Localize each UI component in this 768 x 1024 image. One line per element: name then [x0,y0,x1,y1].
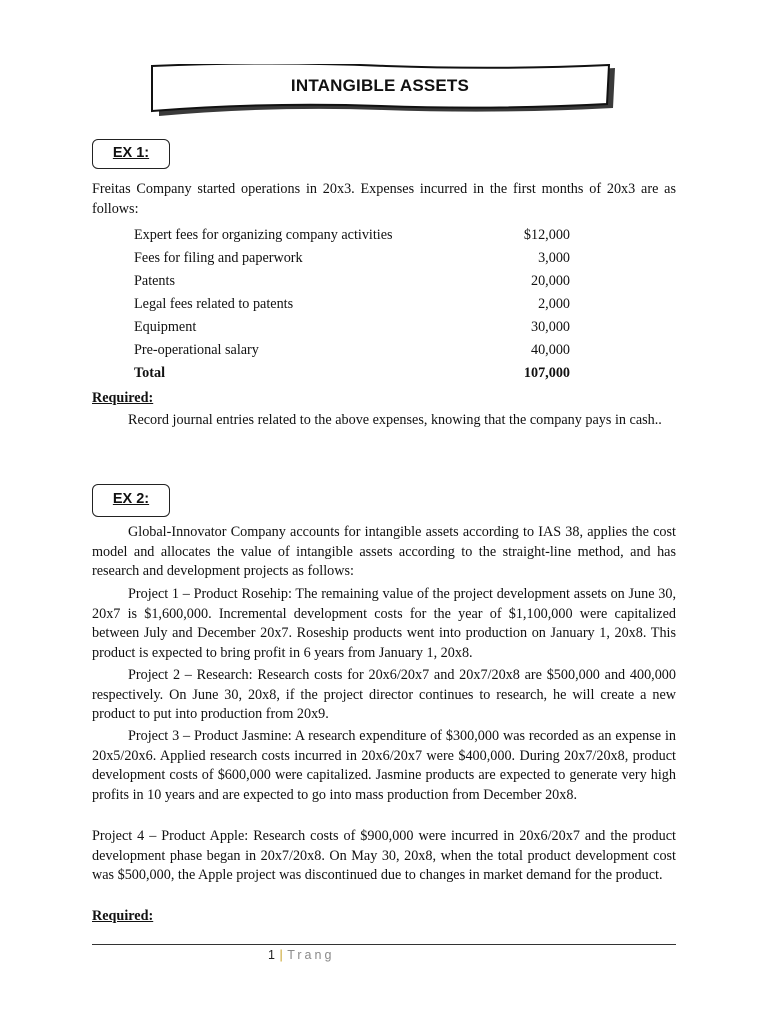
ex2-project-3: Project 3 – Product Jasmine: A research expenditure of $300,000 was recorded as an expense in 20x5/20x6. Applied research costs incurred in 20x6/20x7 were $400,000. During 20x7/20x8, product development costs of $600,000 were capitalized. Jasmine products are expected to generate very high profits in 10 years and are expected to go into mass production from December 20x8. [92,728,676,804]
ex1-label: EX 1: [112,145,150,161]
total-amount: 107,000 [523,365,570,381]
expense-label: Fees for filing and paperwork [134,250,303,266]
ex2-intro: Global-Innovator Company accounts for intangible assets according to IAS 38, applies the cost model and allocates the value of intangible assets according to the straight-line method, and has research and development projects as follows: [92,524,676,580]
page-number: 1 [268,948,276,962]
expense-label: Legal fees related to patents [134,296,294,312]
expense-amount: 3,000 [538,250,570,266]
ex2-project-4: Project 4 – Product Apple: Research costs of $900,000 were incurred in 20x6/20x7 and the product development phase began in 20x7/20x8. On May 30, 20x8, when the total product development cost was $500,000, the Apple project was discontinued due to changes in market demand for the product. [92,828,676,884]
expense-label: Pre-operational salary [134,342,259,358]
expense-row [134,340,570,360]
expense-label: Expert fees for organizing company activities [134,227,393,243]
ex1-required-text: Record journal entries related to the above expenses, knowing that the company pays in cash.. [128,412,662,428]
expense-amount: 2,000 [538,296,570,312]
ex2-project-2: Project 2 – Research: Research costs for 20x6/20x7 and 20x7/20x8 are $500,000 and 400,000 respectively. On June 30, 20x8, if the project director continues to research, he will create a new product to put into production from 20x9. [92,667,676,723]
expense-amount: 40,000 [530,342,570,358]
ex1-label-box [92,139,170,169]
expense-total-row [134,363,570,383]
expense-label: Equipment [134,319,197,335]
ex2-project-1: Project 1 – Product Rosehip: The remaining value of the project development assets on June 30, 20x7 is $1,600,000. Incremental development costs for the year of $1,100,000 were capitalized between July and December 20x7. Roseship products went into production on January 1, 20x8. This product is expected to bring profit in 6 years from January 1, 20x8. [92,586,676,662]
expense-row [134,294,570,314]
expense-row [134,248,570,268]
page-footer [268,948,334,962]
expense-amount: 30,000 [530,319,570,335]
footer-divider [92,944,676,945]
footer-separator: | [279,948,284,962]
ex2-label-box [92,484,170,517]
expense-amount: $12,000 [523,227,570,243]
expense-row [134,225,570,245]
ex2-required-heading: Required: [92,908,154,924]
title-banner [151,64,617,114]
ex1-required-heading: Required: [92,390,154,406]
expense-row [134,317,570,337]
total-label: Total [134,365,166,381]
expense-row [134,271,570,291]
ex1-intro: Freitas Company started operations in 20x3. Expenses incurred in the first months of 20x3 are as follows: [92,181,676,217]
expense-label: Patents [134,273,175,289]
page-title: INTANGIBLE ASSETS [290,76,470,95]
footer-word: Trang [287,948,335,962]
expense-amount: 20,000 [530,273,570,289]
ex2-label: EX 2: [112,491,150,507]
